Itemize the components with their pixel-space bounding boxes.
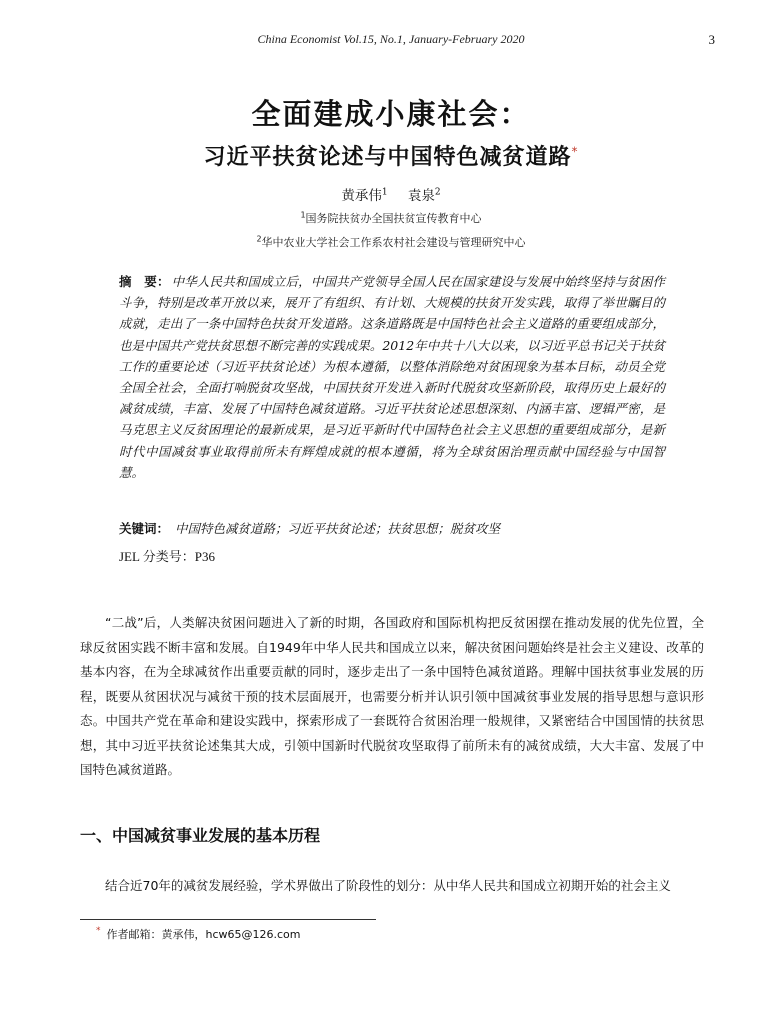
section-heading: 一、中国减贫事业发展的基本历程 (80, 826, 321, 845)
paper-title: 全面建成小康社会： (251, 97, 531, 131)
subtitle-footnote-mark: * (571, 144, 579, 159)
subtitle-text: 习近平扶贫论述与中国特色减贫道路 (203, 145, 572, 170)
abstract (119, 271, 665, 483)
footnote-mark: * (96, 926, 101, 936)
abstract-label: 摘 要： (119, 274, 170, 289)
keywords (119, 519, 679, 537)
author-list (0, 184, 782, 204)
affiliation-text: 国务院扶贫办全国扶贫宣传教育中心 (305, 212, 482, 225)
author-affil-mark: 2 (434, 187, 441, 198)
keywords-label: 关键词： (119, 521, 170, 536)
affiliation (0, 234, 782, 250)
author-affil-mark: 1 (381, 187, 388, 198)
affiliation-mark: 1 (300, 210, 306, 220)
author (341, 188, 387, 204)
footnote (96, 926, 301, 942)
affiliation-mark: 2 (256, 234, 262, 244)
body-paragraph: “二战”后，人类解决贫困问题进入了新的时期，各国政府和国际机构把反贫困摆在推动发展的优先位置，全球反贫困实践不断丰富和发展。自1949年中华人民共和国成立以来，解决贫困问题始终是社会主义建设、改革的基本内容，在为全球减贫作出重要贡献的同时，逐步走出了一条中国特色减贫道路。理解中国扶贫事业发展的历程，既要从贫困状况与减贫干预的技术层面展开，也需要分析并认识引领中国减贫事业发展的指导思想与意识形态。中国共产党在革命和建设实践中，探索形成了一套既符合贫困治理一般规律，又紧密结合中国国情的扶贫思想，其中习近平扶贫论述集其大成，引领中国新时代脱贫攻坚取得了前所未有的减贫成绩，大大丰富、发展了中国特色减贫道路。 (80, 615, 704, 777)
affiliation-text: 华中农业大学社会工作系农村社会建设与管理研究中心 (261, 236, 526, 249)
affiliation (0, 210, 782, 226)
keywords-text: 中国特色减贫道路；习近平扶贫论述；扶贫思想；脱贫攻坚 (175, 521, 501, 536)
abstract-text: 中华人民共和国成立后，中国共产党领导全国人民在国家建设与发展中始终坚持与贫困作斗争，特别是改革开放以来，展开了有组织、有计划、大规模的扶贫开发实践，取得了举世瞩目的成就，走出了一条中国特色扶贫开发道路。这条道路既是中国特色社会主义道路的重要组成部分，也是中国共产党扶贫思想不断完善的实践成果。2012年中共十八大以来，以习近平总书记关于扶贫工作的重要论述（习近平扶贫论述）为根本遵循，以整体消除绝对贫困现象为基本目标，动员全党全国全社会，全面打响脱贫攻坚战，中国扶贫开发进入新时代脱贫攻坚新阶段，取得历史上最好的减贫成绩，丰富、发展了中国特色减贫道路。习近平扶贫论述思想深刻、内涵丰富、逻辑严密，是马克思主义反贫困理论的最新成果，是习近平新时代中国特色社会主义思想的重要组成部分，是新时代中国减贫事业取得前所未有辉煌成就的根本遵循，将为全球贫困治理贡献中国经验与中国智慧。 (119, 274, 665, 480)
body-paragraph: 结合近70年的减贫发展经验，学术界做出了阶段性的划分：从中华人民共和国成立初期开始的社会主义 (105, 878, 671, 893)
footnote-text: 作者邮箱：黄承伟，hcw65@126.com (106, 928, 301, 941)
running-header: China Economist Vol.15, No.1, January-February 2020 (257, 32, 525, 46)
author-name: 黄承伟 (341, 188, 382, 204)
page-number: 3 (708, 32, 715, 47)
author (408, 188, 441, 204)
jel-classification: JEL 分类号：P36 (119, 549, 215, 564)
paper-subtitle (0, 140, 782, 171)
footnote-divider (80, 919, 376, 920)
author-name: 袁泉 (407, 188, 435, 204)
